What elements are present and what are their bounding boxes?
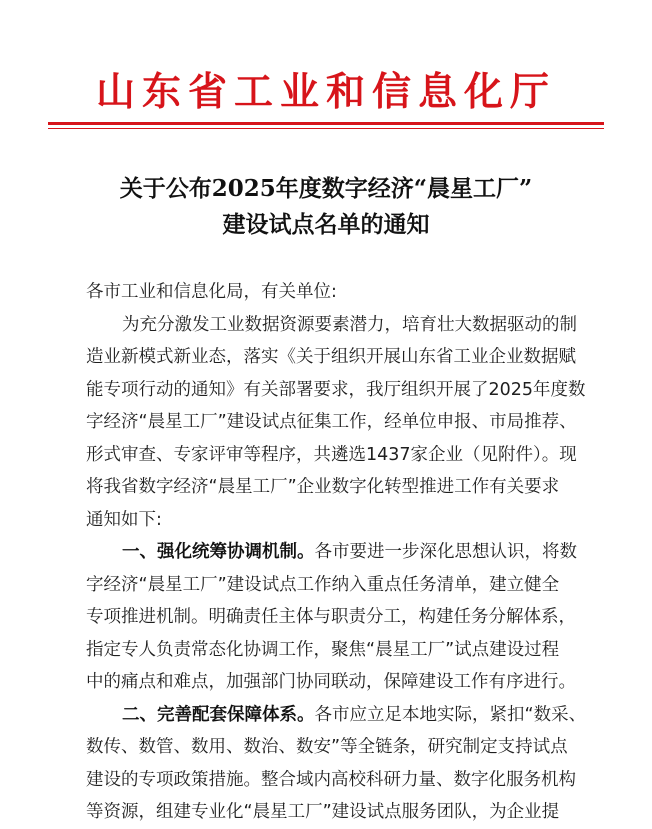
section-2-text: 各市应立足本地实际，紧扣“数采、 — [314, 704, 587, 725]
section-1-heading: 一、强化统筹协调机制。 — [122, 542, 315, 562]
body-line: 形式审查、专家评审等程序，共遴选1437家企业（见附件）。现 — [86, 444, 577, 465]
header-red-rule-thick — [48, 122, 604, 125]
body-line: 能专项行动的通知》有关部署要求，我厅组织开展了2025年度数 — [86, 379, 586, 400]
issuing-authority-header: 山东省工业和信息化厅 — [95, 70, 556, 115]
section-1-first-line — [86, 536, 586, 569]
document-title-line-1: 关于公布2025年度数字经济“晨星工厂” — [119, 175, 533, 202]
section-1-line: 中的痛点和难点，加强部门协同联动，保障建设工作有序进行。 — [86, 672, 576, 692]
section-1-line: 指定专人负责常态化协调工作，聚焦“晨星工厂”试点建设过程 — [86, 639, 560, 660]
document-title-line-2: 建设试点名单的通知 — [222, 211, 430, 238]
section-1-text: 各市要进一步深化思想认识，将数 — [314, 542, 577, 562]
section-1-line: 专项推进机制。明确责任主体与职责分工，构建任务分解体系， — [86, 607, 576, 627]
header-red-rule-thin — [48, 128, 604, 129]
body-line: 为充分激发工业数据资源要素潜力，培育壮大数据驱动的制 — [122, 314, 577, 335]
body-line: 造业新模式新业态，落实《关于组织开展山东省工业企业数据赋 — [86, 347, 576, 367]
document-body — [86, 276, 586, 829]
section-2-line: 数传、数管、数用、数治、数安”等全链条，研究制定支持试点 — [86, 737, 568, 757]
section-1-line: 字经济“晨星工厂”建设试点工作纳入重点任务清单，建立健全 — [86, 574, 560, 595]
document-title — [0, 171, 652, 243]
body-line: 字经济“晨星工厂”建设试点征集工作，经单位申报、市局推荐、 — [86, 412, 577, 432]
section-2-line: 建设的专项政策措施。整合域内高校科研力量、数字化服务机构 — [86, 769, 576, 790]
body-line: 将我省数字经济“晨星工厂”企业数字化转型推进工作有关要求 — [86, 477, 560, 497]
section-2-line: 等资源，组建专业化“晨星工厂”建设试点服务团队，为企业提 — [86, 802, 560, 822]
salutation: 各市工业和信息化局，有关单位: — [86, 282, 337, 302]
body-line: 通知如下: — [86, 509, 162, 530]
section-2-heading: 二、完善配套保障体系。 — [122, 704, 315, 725]
section-2-first-line — [86, 699, 586, 732]
